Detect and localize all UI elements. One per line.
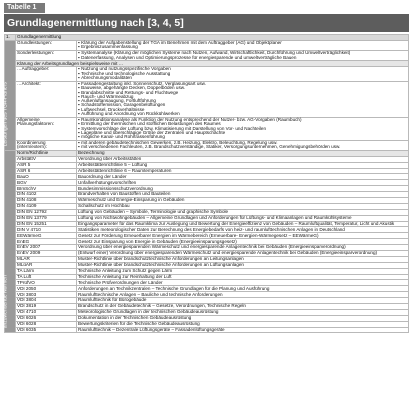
- row-content: [77, 140, 409, 150]
- norm-designation: Dokumentation in der Technischen Gebäudeausrüstung: [77, 315, 409, 321]
- bullet-item: ▪ Systemanalyse (Klärung der möglichen Systeme nach Nutzen, Aufwand, Wirtschaftlichkeit, Durchführung und Umweltverträglichkeit): [78, 51, 407, 55]
- norm-code: VDI 3804: [16, 298, 77, 304]
- norm-code: BauO: [16, 174, 77, 180]
- row-content: [77, 67, 409, 81]
- norm-designation: Raumlufttechnik – Dezentrale Lüftungsgeräte – Fassadenlüftungsgeräte: [77, 327, 409, 333]
- bullet-item: ▪ Ermittlung der thermischen und stofflichen Belastungen des Raumes: [78, 122, 407, 126]
- bullet-list: [78, 141, 407, 150]
- norm-code: VDI 3819: [16, 304, 77, 310]
- norm-designation: Verordnung über Arbeitsstätten: [77, 156, 409, 162]
- norm-code: ASR 5: [16, 162, 77, 168]
- bullet-item: ▪ Technische und technologische Ausstattung: [78, 72, 407, 76]
- row-label: Grundleistungen:: [16, 40, 77, 50]
- clarify-header: Klärung der Arbeitsgrundlagen beispielsweise mit …: [16, 61, 409, 67]
- bullet-item: ▪ Datenerfassung, Analysen und Optimierungsprozesse für energiesparende und umweltverträgliche Bauen: [78, 56, 407, 60]
- table-title: Grundlagenermittlung nach [3, 4, 5]: [4, 14, 409, 32]
- norm-code: VDI 6028: [16, 321, 77, 327]
- row-label: Koordinierung (intern/extern):: [16, 140, 77, 150]
- row-label: …Auftraggeber:: [16, 67, 77, 81]
- table-number-label: Tabelle 1: [4, 3, 45, 13]
- norm-code: DIN EN 13779: [16, 215, 77, 221]
- norm-designation: Gesetz zur Förderung Erneuerbarer Energien im Wärmebereich (Erneuerbare- Energien-Wärmegesetz – EEWärmeG): [77, 233, 409, 239]
- bullet-item: ▪ mögliche Kanal- und Rohrtrassenführung: [78, 135, 407, 139]
- leistung-row: [5, 40, 409, 50]
- norm-code: ArbstättV: [16, 156, 77, 162]
- norm-row: [5, 327, 409, 333]
- norm-code: EEWärmeG: [16, 233, 77, 239]
- norm-code: VDI 3803: [16, 292, 77, 298]
- bullet-list: [78, 118, 407, 139]
- norm-designation: Brandschutz in der Gebäudetechnik – Gesetze, Verordnungen, Technische Regeln: [77, 304, 409, 310]
- row-content: [77, 51, 409, 61]
- norm-designation: Bewertungskriterien für die Technische Gebäudeausrüstung: [77, 321, 409, 327]
- norm-code: BImSchV: [16, 186, 77, 192]
- bullet-item: ▪ Rauch- und Wärmeabzug: [78, 95, 407, 99]
- bullet-item: ▪ Raumkonditionsanalyse als Funktion der Nutzung entsprechend der Nutzer- bzw. AG-Vorgaben (Raumbuch): [78, 118, 407, 122]
- norm-designation: Statistiken meteorologischer Daten zur Berechnung des Energiebedarfs von heiz- und raumlufttechnischen Anlagen in Deutschland: [77, 227, 409, 233]
- bullet-item: ▪ Schadstoffemission, Garagenbelüftungen: [78, 103, 407, 107]
- row-label: Allgemeine Planungsfaktoren:: [16, 117, 77, 140]
- bullet-item: ▪ Fassadengestaltung inkl. Sonnenschutz, Verglasungsart usw.: [78, 82, 407, 86]
- norm-code: TA Luft: [16, 274, 77, 280]
- clarify-row: [5, 140, 409, 150]
- norm-designation: Eingangsparameter für das Raumklima zur Auslegung und Bewertung der Energieeffizienz von Gebäuden – Raumluftqualität, Temperatur, Licht und Akustik: [77, 221, 409, 227]
- norm-designation: Arbeitsstättenrichtlinie 5 – Lüftung: [77, 162, 409, 168]
- row-label: …Architekt:: [16, 81, 77, 117]
- norm-designation: Gesetz zur Einsparung von Energie in Gebäuden (Energieeinsparungsgesetz): [77, 239, 409, 245]
- bullet-item: ▪ Außenluftansaugung, Fortluftführung: [78, 99, 407, 103]
- norm-designation: Brandverhalten von Baustoffen und Bauteilen: [77, 192, 409, 198]
- norm-designation: Lüftung von Nichtwohngebäuden – Allgemeine Grundlagen und Anforderungen für Lüftungs- und Klimaanlagen und Raumkühlsysteme: [77, 215, 409, 221]
- bullet-item: ▪ Klärung der Aufgabenstellung der TGA im Benehmen mit dem Auftraggeber (AG) und Objektplaner: [78, 41, 407, 45]
- planner-side-label: Leistungen des TGA-Planers: [5, 40, 16, 150]
- row-content: [77, 40, 409, 50]
- norm-code: MLAR: [16, 256, 77, 262]
- norm-designation: Technische Prüfverordnungen der Länder: [77, 280, 409, 286]
- norm-designation: Raumlufttechnische Anlagen – Bauliche und technische Anforderungen: [77, 292, 409, 298]
- row-label: Sonderleistungen:: [16, 51, 77, 61]
- norm-code: MLüAR: [16, 262, 77, 268]
- norm-code: DIN 4102: [16, 192, 77, 198]
- norm-code: EnEV 2007: [16, 245, 77, 251]
- bullet-list: [78, 67, 407, 80]
- norm-code: DIN 4109: [16, 203, 77, 209]
- norm-designation: Technische Anleitung zur Reinhaltung der Luft: [77, 274, 409, 280]
- norm-code: DIN EN 12792: [16, 209, 77, 215]
- bullet-item: ▪ mit verschiedenen Fachleuten, z.B. Brandschutzverständige, Statiker, Versorgungsunternehmen, Genehmigungsbehörden usw.: [78, 145, 407, 149]
- bullet-item: ▪ mit anderen gebäudetechnischen Gewerken, z.B. Heizung, Elektro, Beleuchtung, Regelung usw.: [78, 141, 407, 145]
- bullet-item: ▪ Abrechnungsmodalitäten: [78, 76, 407, 80]
- norm-designation: Schallschutz im Hochbau: [77, 203, 409, 209]
- norm-designation: Lüftung von Gebäuden – Symbole, Terminologie und graphische Symbole: [77, 209, 409, 215]
- bullet-item: ▪ Nutzung und nutzungsspezifische Vorgaben: [78, 67, 407, 71]
- norm-code: DIN EN 15251: [16, 221, 77, 227]
- norm-designation: Wärmeschutz und Energie-Einsparung in Gebäuden: [77, 198, 409, 204]
- norm-designation: Unfallverhütungsvorschriften: [77, 180, 409, 186]
- designation-header: Bezeichnung: [77, 150, 409, 156]
- norm-code: BGV: [16, 180, 77, 186]
- norm-designation: Muster-Richtlinie über brandschutztechnische Anforderungen an Leitungsanlagen: [77, 256, 409, 262]
- norm-code: VDI 6035: [16, 327, 77, 333]
- bullet-item: ▪ Systemvorschläge der Lüftung bzw. Klimatisierung mit Darstellung von Vor- und Nachteilen: [78, 127, 407, 131]
- grundlagen-table: [4, 34, 409, 333]
- clarify-row: [5, 81, 409, 117]
- norm-code: TPrüfVO: [16, 280, 77, 286]
- norm-designation: Bauordnung der Länder: [77, 174, 409, 180]
- bullet-item: ▪ Bauweise, abgehängte Decken, Doppelböden usw.: [78, 86, 407, 90]
- norm-code: DIN V 4710: [16, 227, 77, 233]
- bullet-list: [78, 41, 407, 50]
- bullet-item: ▪ Lagepläne und überschlägige Größe der Zentralen und Hauptschächte: [78, 131, 407, 135]
- bullet-item: ▪ Luftwechsel, Druckverhältnisse: [78, 108, 407, 112]
- norm-code: VDI 2050: [16, 286, 77, 292]
- norm-designation: (Entwurf einer) Verordnung über energiesparenden Wärmeschutz und energiesparende Anlagentechnik bei Gebäuden (Energieeinsparverordnung): [77, 251, 409, 257]
- row-content: [77, 81, 409, 117]
- clarify-row: [5, 117, 409, 140]
- norm-code: TA Lärm: [16, 268, 77, 274]
- norm-designation: Arbeitsstättenrichtlinie 6 – Raumtemperaturen: [77, 168, 409, 174]
- norm-code: VDI 4710: [16, 309, 77, 315]
- norm-designation: Meteorologische Grundlagen in der technischen Gebäudeausrüstung: [77, 309, 409, 315]
- bullet-item: ▪ Brandabschnitte und Rettungs- und Fluchtwege: [78, 91, 407, 95]
- bullet-list: [78, 51, 407, 60]
- section-label: Grundlagenermittlung: [16, 35, 409, 41]
- norm-code: DIN 4108: [16, 198, 77, 204]
- norm-code: ASR 6: [16, 168, 77, 174]
- norms-side-label: anzuwendende Normen: [5, 150, 16, 333]
- bullet-list: [78, 82, 407, 116]
- norm-code: VDI 6026: [16, 315, 77, 321]
- norm-designation: Muster-Richtlinie über brandschutztechnische Anforderungen an Lüftungsanlagen: [77, 262, 409, 268]
- norm-header: Norm/Richtlinie: [16, 150, 77, 156]
- norm-designation: Verordnung über energiesparenden Wärmeschutz und energiesparende Anlagentechnik bei Gebäuden (Energieeinsparverordnung): [77, 245, 409, 251]
- section-number: 1.: [5, 35, 16, 41]
- norm-designation: Bundesimmissionsschutzverordnung: [77, 186, 409, 192]
- bullet-item: ▪ Ergebniszusammenfassung: [78, 45, 407, 49]
- clarify-row: [5, 67, 409, 81]
- norm-code: EnEG: [16, 239, 77, 245]
- norm-code: EnEV 2009: [16, 251, 77, 257]
- norm-designation: Raumlufttechnik für Bürogebäude: [77, 298, 409, 304]
- norm-designation: Anforderungen an Technikzentralen – Technische Grundlagen für die Planung und Ausführung: [77, 286, 409, 292]
- norm-designation: Technische Anleitung zum Schutz gegen Lärm: [77, 268, 409, 274]
- bullet-item: ▪ Aufführung und Anordnung von Rückkühlwerken: [78, 112, 407, 116]
- row-content: [77, 117, 409, 140]
- leistung-row: [5, 51, 409, 61]
